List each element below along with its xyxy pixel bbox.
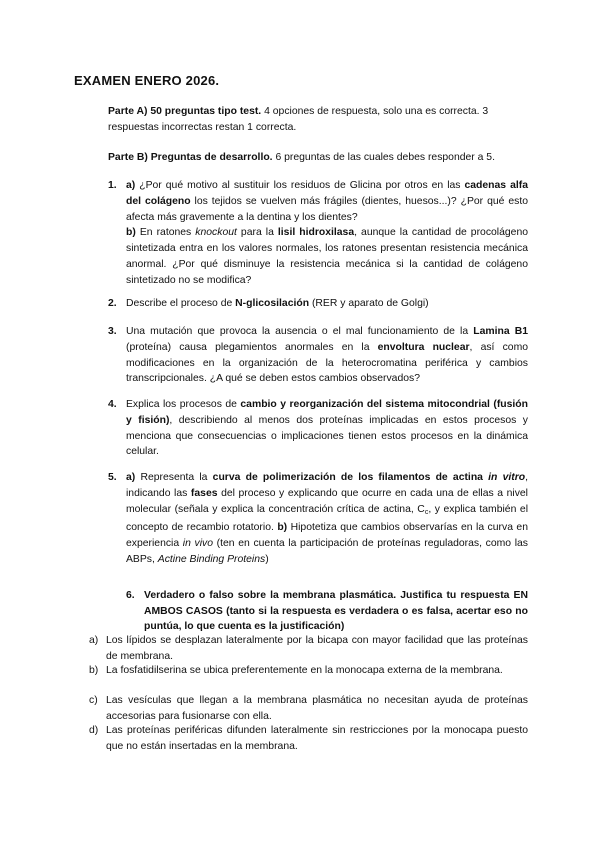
subpart-label: a) [126, 180, 136, 191]
question-text: para la [236, 227, 278, 239]
page-title: EXAMEN ENERO 2026. [74, 73, 220, 88]
option-item [89, 633, 528, 664]
question-number: 2. [108, 298, 117, 309]
question-text: los tejidos se vuelven más frágiles (dientes, huesos...)? ¿Por qué esto afecta más gravemente a la dentina y los dientes? [126, 195, 528, 223]
question-text: ¿Por qué motivo al sustituir los residuos de Glicina por otros en las [135, 180, 465, 191]
subscript: c [424, 508, 429, 516]
option-text: Las proteínas periféricas difunden lateralmente sin restricciones por la monocapa puesto que no están insertadas en la membrana. [106, 725, 528, 752]
question-1 [108, 178, 528, 289]
question-emphasis: curva de polimerización de los filamentos de actina [212, 472, 489, 483]
subpart-label: b) [126, 227, 136, 239]
question-text: (RER y aparato de Golgi) [309, 298, 429, 309]
parte-a-paragraph [108, 104, 528, 135]
question-text: Hipotetiza que cambios observarías en la curva en experiencia [126, 522, 528, 550]
question-text: , describiendo al menos dos proteínas implicadas en estos procesos y menciona que consecuencias o implicaciones tienen estos procesos en la dinámica celular. [126, 414, 528, 458]
question-text: Verdadero o falso sobre la membrana plasmática. Justifica tu respuesta EN AMBOS CASOS (tanto si la respuesta es verdadera o es falsa, acertar eso no puntúa, lo que cuenta es la justificación) [144, 590, 528, 632]
question-2 [108, 296, 528, 312]
question-4 [108, 397, 529, 460]
question-text: , así como modificaciones en la organización de la heterocromatina periférica y cambios transcripcionales. ¿A qué se deben estos cambios observados? [126, 341, 529, 385]
question-italic: Actine Binding Proteins [157, 553, 266, 565]
question-text: Explica los procesos de [126, 399, 241, 410]
parte-a-text: 4 opciones de respuesta, solo una es correcta. 3 respuestas incorrectas restan 1 correcta. [108, 106, 489, 133]
option-item [89, 663, 528, 679]
subpart-label: b) [277, 522, 288, 534]
question-number: 5. [108, 472, 117, 483]
question-italic: knockout [195, 227, 237, 239]
question-emphasis: Lamina B1 [473, 326, 529, 337]
question-number: 1. [108, 180, 117, 191]
question-6 [126, 588, 528, 635]
parte-a-heading: Parte A) 50 preguntas tipo test. [108, 106, 262, 117]
question-emphasis: cadenas alfa del colágeno [126, 180, 528, 207]
parte-b-heading: Parte B) Preguntas de desarrollo. [108, 152, 273, 163]
parte-b-text: 6 preguntas de las cuales debes responder a 5. [272, 152, 495, 163]
question-text: Describe el proceso de [126, 298, 236, 309]
option-label: c) [89, 695, 98, 706]
question-emphasis: cambio y reorganización del sistema mitocondrial (fusión y fisión) [126, 399, 529, 426]
option-text: Los lípidos se desplazan lateralmente por la bicapa con mayor facilidad que las proteínas de membrana. [106, 635, 528, 662]
question-emphasis: fases [190, 487, 218, 499]
question-text: (ten en cuenta la participación de proteínas reguladoras, como las ABPs, [126, 538, 528, 565]
question-text: (proteína) causa plegamientos anormales en la [126, 341, 378, 353]
question-3 [108, 324, 529, 387]
question-number: 4. [108, 399, 117, 410]
question-text: , indicando las [126, 472, 528, 499]
question-text: ) [265, 553, 269, 565]
question-number: 6. [126, 590, 135, 601]
option-text: Las vesículas que llegan a la membrana plasmática no necesitan ayuda de proteínas accesorias para fusionarse con ella. [106, 695, 528, 722]
question-text: , y explica también el concepto de recambio rotatorio. [126, 503, 529, 534]
question-text: Una mutación que provoca la ausencia o el mal funcionamiento de la [126, 326, 474, 337]
option-label: b) [89, 665, 99, 676]
option-item [89, 723, 528, 754]
question-emphasis-italic: in vitro [488, 472, 526, 483]
question-italic: in vivo [182, 538, 214, 550]
question-number: 3. [108, 326, 117, 337]
question-emphasis: envoltura nuclear [377, 341, 470, 353]
question-text: , aunque la cantidad de procolágeno sintetizada entra en los valores normales, los ratones presentan resistencia mecánica anormal. ¿Por qué disminuye la resistencia mecánica si la cantidad de colágeno sintetizado no se modifica? [126, 227, 528, 286]
option-label: d) [89, 725, 99, 736]
question-emphasis: lisil hidroxilasa [277, 227, 355, 239]
question-text: del proceso y explicando que ocurre en cada una de ellas a nivel molecular (señala y explica la concentración crítica de actina, C [126, 487, 528, 515]
parte-b-paragraph [108, 150, 528, 166]
option-text: La fosfatidilserina se ubica preferentemente en la monocapa externa de la membrana. [106, 665, 503, 676]
question-emphasis: N-glicosilación [235, 298, 310, 309]
question-text: En ratones [135, 227, 196, 239]
subpart-label: a) [126, 472, 136, 483]
option-label: a) [89, 635, 99, 646]
question-text: Representa la [135, 472, 213, 483]
option-item [89, 693, 528, 724]
question-5 [108, 470, 529, 568]
